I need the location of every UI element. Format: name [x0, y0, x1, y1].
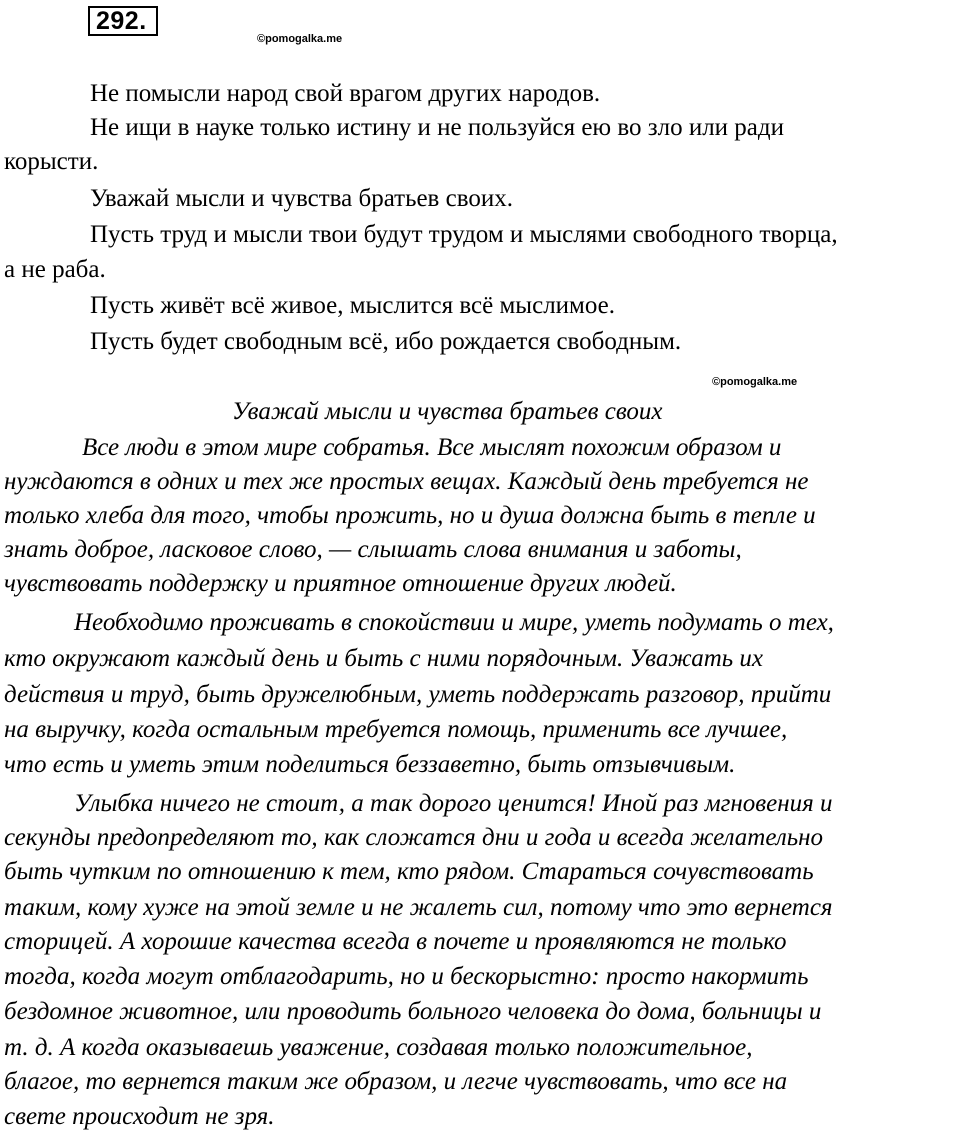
essay-line: тогда, когда могут отблагодарить, но и бескорыстно: просто накормить	[4, 963, 809, 990]
essay-line: Все люди в этом мире собратья. Все мыслят похожим образом и	[82, 434, 782, 461]
essay-line: Улыбка ничего не стоит, а так дорого ценится! Иной раз мгновения и	[74, 790, 833, 817]
essay-line: только хлеба для того, чтобы прожить, но и душа должна быть в тепле и	[4, 502, 816, 529]
essay-line: кто окружают каждый день и быть с ними порядочным. Уважать их	[4, 645, 764, 672]
essay-line: сторицей. А хорошие качества всегда в почете и проявляются не только	[4, 928, 787, 955]
poem-line: Пусть живёт всё живое, мыслится всё мыслимое.	[90, 292, 616, 319]
essay-line: Необходимо проживать в спокойствии и мире, уметь подумать о тех,	[74, 609, 834, 636]
essay-line: что есть и уметь этим поделиться беззаветно, быть отзывчивым.	[4, 751, 736, 778]
watermark-middle: ©pomogalka.me	[712, 376, 798, 388]
essay-line: секунды предопределяют то, как сложатся дни и года и всегда желательно	[4, 824, 824, 851]
essay-line: бездомное животное, или проводить больного человека до дома, больницы и	[4, 998, 822, 1025]
essay-line: на выручку, когда остальным требуется помощь, применить все лучшее,	[4, 716, 788, 743]
exercise-number: 292.	[88, 6, 158, 36]
essay-line: знать доброе, ласковое слово, — слышать слова внимания и заботы,	[4, 536, 742, 563]
essay-line: т. д. А когда оказываешь уважение, создавая только положительное,	[4, 1034, 753, 1061]
essay-line: чувствовать поддержку и приятное отношение других людей.	[4, 570, 677, 597]
poem-line: корысти.	[4, 148, 99, 175]
poem-line: Пусть труд и мысли твои будут трудом и мыслями свободного творца,	[90, 221, 838, 248]
essay-line: благое, то вернется таким же образом, и легче чувствовать, что все на	[4, 1068, 788, 1095]
essay-line: действия и труд, быть дружелюбным, уметь поддержать разговор, прийти	[4, 681, 832, 708]
essay-line: таким, кому хуже на этой земле и не жалеть сил, потому что это вернется	[4, 894, 833, 921]
poem-line: а не раба.	[4, 256, 106, 283]
essay-line: нуждаются в одних и тех же простых вещах. Каждый день требуется не	[4, 468, 809, 495]
essay-line: свете происходит не зря.	[4, 1103, 275, 1130]
poem-line: Не помысли народ свой врагом других народов.	[90, 80, 601, 107]
essay-title: Уважай мысли и чувства братьев своих	[232, 398, 663, 425]
poem-line: Пусть будет свободным всё, ибо рождается свободным.	[90, 328, 682, 355]
essay-line: быть чутким по отношению к тем, кто рядом. Стараться сочувствовать	[4, 858, 814, 885]
poem-line: Не ищи в науке только истину и не пользуйся ею во зло или ради	[90, 114, 785, 141]
poem-line: Уважай мысли и чувства братьев своих.	[90, 185, 513, 212]
watermark-top: ©pomogalka.me	[257, 33, 343, 45]
